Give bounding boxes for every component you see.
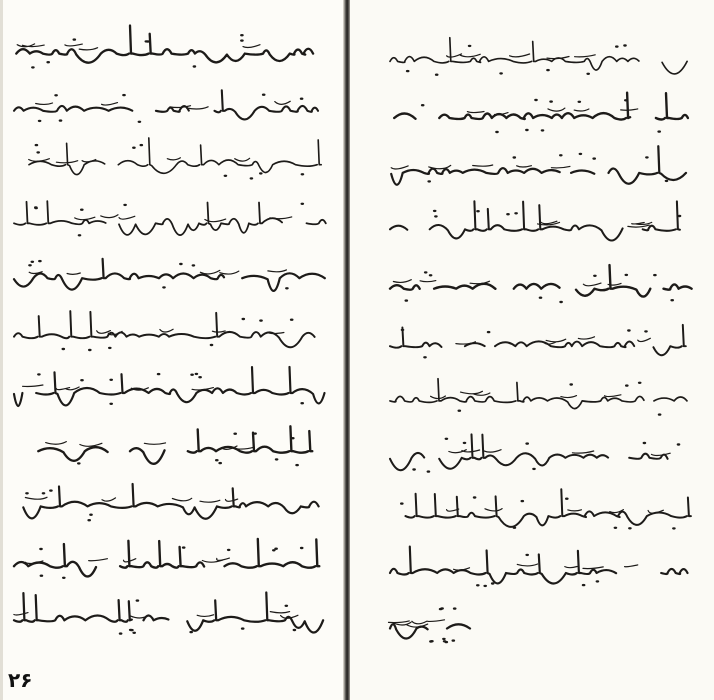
left-line-2 (14, 90, 318, 123)
left-line-9 (14, 484, 319, 521)
right-line-10 (390, 547, 688, 588)
left-line-5 (14, 259, 325, 291)
right-line-8 (390, 434, 680, 472)
left-page-text-block (0, 0, 344, 700)
page-number: ۲۶ (8, 668, 33, 692)
right-line-4 (390, 201, 681, 240)
right-line-3 (391, 146, 686, 185)
right-line-6 (390, 325, 686, 359)
left-line-7 (14, 367, 325, 406)
right-line-7 (390, 379, 687, 416)
left-page (0, 0, 344, 700)
left-line-11 (14, 593, 323, 635)
left-line-3 (14, 138, 321, 180)
right-line-2 (394, 93, 688, 134)
right-line-11 (389, 607, 471, 643)
right-page (350, 0, 714, 700)
right-line-9 (395, 489, 691, 529)
right-line-1 (390, 38, 687, 76)
left-line-10 (14, 539, 319, 579)
left-line-1 (16, 26, 313, 69)
right-page-text-block (350, 0, 714, 700)
left-line-8 (14, 426, 312, 466)
right-line-5 (390, 265, 692, 303)
left-line-4 (14, 201, 326, 236)
left-line-6 (14, 311, 315, 351)
